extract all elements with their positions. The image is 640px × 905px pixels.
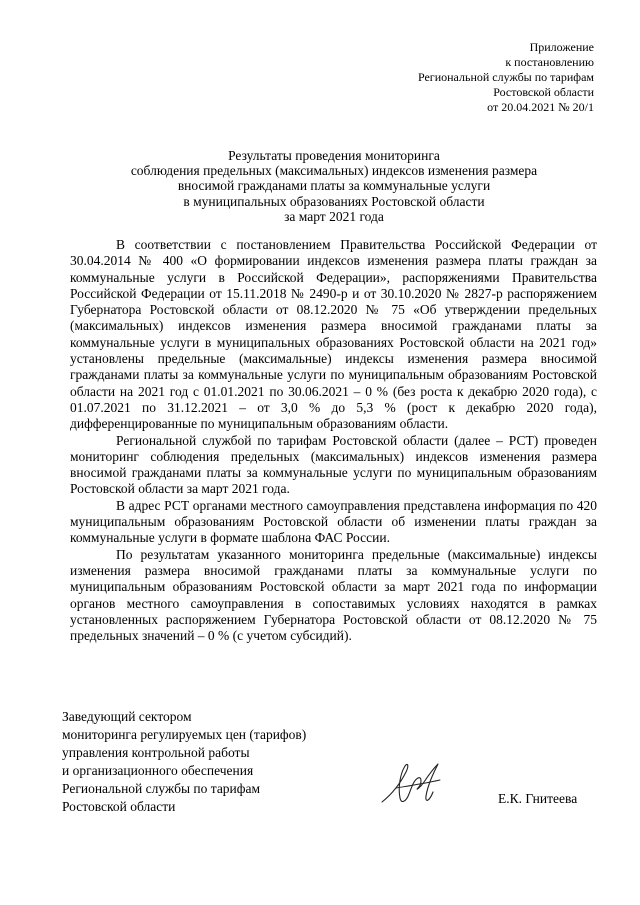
signer-position <box>62 708 306 816</box>
title-line: вносимой гражданами платы за коммунальные услуги <box>177 178 491 194</box>
body-paragraph: Региональной службой по тарифам Ростовской области (далее – РСТ) проведен мониторинг соблюдения предельных (максимальных) индексов изменения размера вносимой гражданами платы за коммунальные услуги по муниципальным образованиям Ростовской области за март 2021 года. <box>70 432 597 497</box>
position-line: управления контрольной работы <box>62 745 250 760</box>
position-line: мониторинга регулируемых цен (тарифов) <box>62 727 307 742</box>
appendix-line: Ростовской области <box>493 85 594 99</box>
handwritten-signature <box>378 758 450 808</box>
title-line: в муниципальных образованиях Ростовской области <box>183 193 485 209</box>
document-body <box>70 237 597 644</box>
title-line: соблюдения предельных (максимальных) индексов изменения размера <box>130 163 538 179</box>
appendix-header <box>418 40 594 115</box>
signer-name: Е.К. Гнитеева <box>498 791 578 806</box>
position-line: Региональной службы по тарифам <box>62 781 261 796</box>
position-line: Ростовской области <box>62 799 176 814</box>
appendix-line: от 20.04.2021 № 20/1 <box>487 100 594 114</box>
body-paragraph: По результатам указанного мониторинга предельные (максимальные) индексы изменения размера вносимой гражданами платы за коммунальные услуги по муниципальным образованиям Ростовской области за март 2021 года по информации органов местного самоуправления в сопоставимых условиях находятся в рамках установленных распоряжением Губернатора Ростовской области от 08.12.2020 № 75 предельных значений – 0 % (с учетом субсидий). <box>70 546 597 644</box>
document-title <box>70 148 598 224</box>
position-line: Заведующий сектором <box>62 709 192 724</box>
body-paragraph: В соответствии с постановлением Правительства Российской Федерации от 30.04.2014 № 400 «О формировании индексов изменения размера платы граждан за коммунальные услуги в Российской Федерации», распоряжениями Правительства Российской Федерации от 15.11.2018 № 2490-р и от 30.10.2020 № 2827-р распоряжением Губернатора Ростовской области от 08.12.2020 № 75 «Об утверждении предельных (максимальных) индексов изменения размера вносимой гражданами платы за коммунальные услуги в муниципальных образованиях Ростовской области на 2021 год» установлены предельные (максимальные) индексы изменения размера вносимой гражданами платы за коммунальные услуги по муниципальным образованиям Ростовской области на 2021 год с 01.01.2021 по 30.06.2021 – 0 % (без роста к декабрю 2020 года), с 01.07.2021 по 31.12.2021 – от 3,0 % до 5,3 % (рост к декабрю 2020 года), дифференцированные по муниципальным образованиям области. <box>70 237 597 432</box>
title-line: за март 2021 года <box>284 208 384 224</box>
appendix-line: к постановлению <box>505 55 594 69</box>
appendix-line: Приложение <box>529 40 594 54</box>
body-paragraph: В адрес РСТ органами местного самоуправления представлена информация по 420 муниципальным образованиям Ростовской области об изменении платы граждан за коммунальные услуги в формате шаблона ФАС России. <box>70 497 597 546</box>
title-line: Результаты проведения мониторинга <box>228 148 440 163</box>
position-line: и организационного обеспечения <box>62 763 254 778</box>
appendix-line: Региональной службы по тарифам <box>417 70 594 84</box>
